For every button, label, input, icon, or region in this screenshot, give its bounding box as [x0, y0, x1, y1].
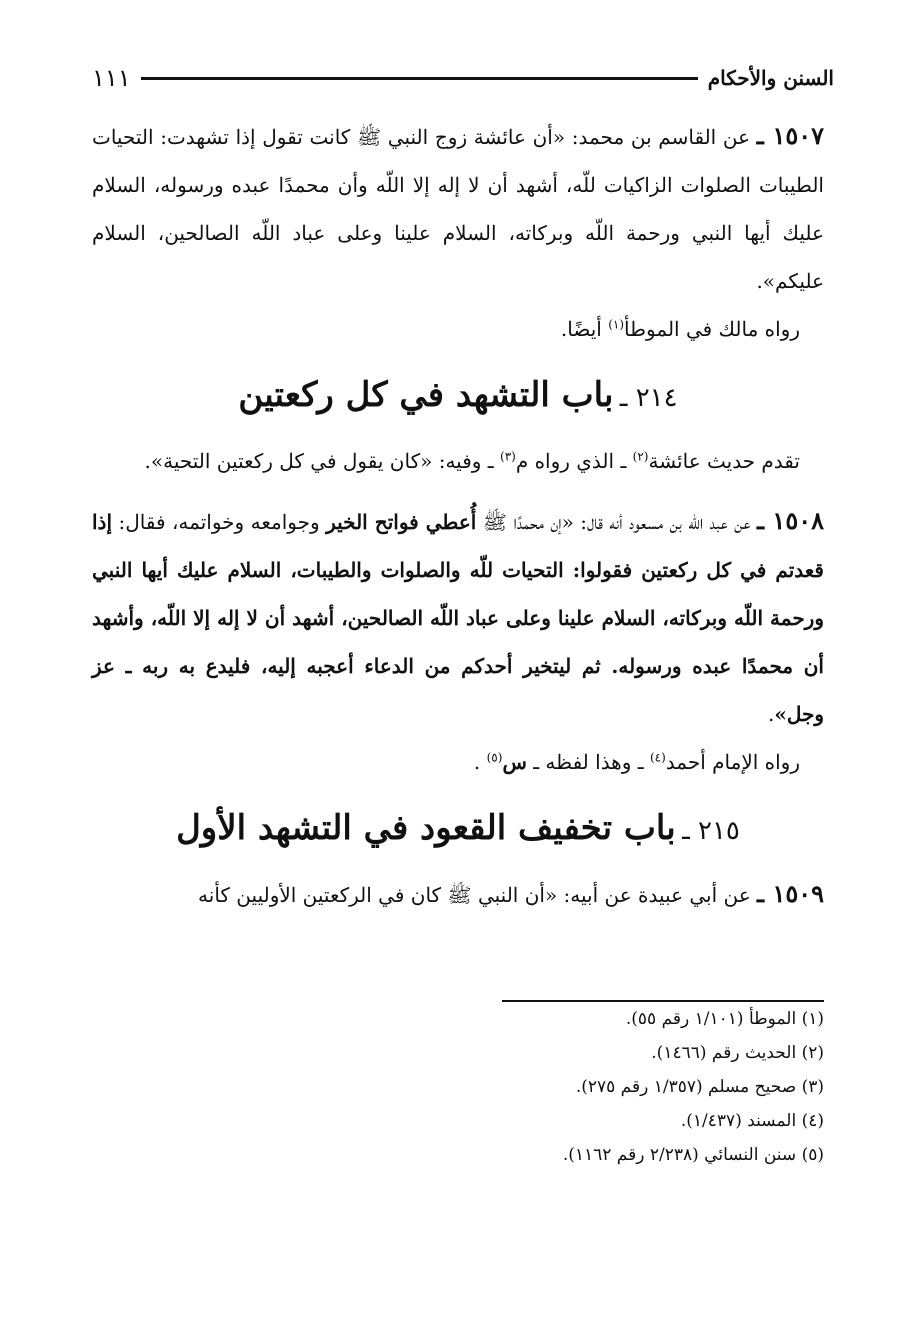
hadith-1507: [92, 112, 824, 305]
chapter-214-heading: [92, 367, 824, 427]
hadith-text: عن أبي عبيدة عن أبيه: «أن النبي ﷺ كان في الركعتين الأوليين كأنه: [198, 883, 751, 907]
hadith-text: عن عبد اللّه بن مسعود أنه قال: «إن محمدًا ﷺ: [476, 510, 751, 534]
hadith-1508: [92, 497, 824, 738]
hadith-text: .: [767, 702, 775, 726]
chapter-215-heading: [92, 800, 824, 860]
spacer: [92, 485, 824, 497]
source-text: رواه مالك في الموطأ: [624, 317, 800, 341]
hadith-1508-source: [92, 738, 824, 786]
running-title: السنن والأحكام: [707, 66, 834, 90]
source-text-end: أيضًا.: [560, 317, 609, 341]
footnote-ref-5[interactable]: (٥): [486, 750, 503, 765]
text-part: ـ وفيه: «كان يقول في كل ركعتين التحية».: [144, 449, 500, 473]
hadith-number: ١٥٠٧ ـ: [756, 121, 824, 150]
text-part: تقدم حديث عائشة: [648, 449, 800, 473]
source-symbol: س: [502, 750, 527, 774]
hadith-text: عن القاسم بن محمد: «أن عائشة زوج النبي ﷺ كانت تقول إذا تشهدت: التحيات الطيبات الصلوات الزاكيات للّه، أشهد أن لا إله إلا اللّه وأن محمدًا عبده ورسوله، السلام عليك أيها النبي ورحمة اللّه وبركاته، السلام علينا وعلى عباد اللّه الصالحين، السلام عليكم».: [92, 125, 824, 293]
footnote-ref-2[interactable]: (٢): [632, 449, 649, 464]
footnote-3: (٣) صحيح مسلم (١/٣٥٧ رقم ٢٧٥).: [575, 1077, 824, 1097]
footnote-2: (٢) الحديث رقم (١٤٦٦).: [651, 1043, 824, 1063]
hadith-bold-text: إذا قعدتم في كل ركعتين فقولوا: التحيات للّه والصلوات والطيبات، السلام عليك أيها النبي ورحمة اللّه وبركاته، السلام علينا وعلى عباد اللّه الصالحين، أشهد أن لا إله إلا اللّه، وأشهد أن محمدًا عبده ورسوله. ثم ليتخير أحدكم من الدعاء أعجبه إليه، فليدع به ربه ـ عز وجل»: [92, 510, 824, 726]
hadith-text: وجوامعه وخواتمه، فقال:: [112, 510, 327, 534]
hadith-1509: [92, 870, 824, 919]
chapter-214-text: [92, 437, 824, 485]
hadith-number: ١٥٠٨ ـ: [756, 506, 824, 535]
source-text-end: .: [473, 750, 487, 774]
footnote-ref-3[interactable]: (٣): [500, 449, 516, 464]
hadith-number: ١٥٠٩ ـ: [757, 879, 824, 908]
chapter-number: ٢١٤ ـ: [619, 383, 678, 413]
hadith-bold-text: أُعطي فواتح الخير: [326, 510, 477, 534]
footnote-ref-1[interactable]: (١): [608, 317, 625, 332]
chapter-title: باب التشهد في كل ركعتين: [238, 375, 614, 415]
hadith-1507-source: [92, 305, 824, 353]
footnote-1: (١) الموطأ (١/١٠١ رقم ٥٥).: [625, 1009, 824, 1029]
footnotes-section: [92, 1000, 824, 1172]
header-rule: [141, 77, 698, 80]
page-number: ١١١: [92, 64, 131, 92]
chapter-number: ٢١٥ ـ: [682, 816, 740, 846]
footnote-4: (٤) المسند (١/٤٣٧).: [680, 1111, 824, 1131]
source-text: رواه الإمام أحمد: [665, 750, 800, 774]
source-text: ـ وهذا لفظه ـ: [526, 750, 650, 774]
footnote-ref-4[interactable]: (٤): [649, 750, 666, 765]
text-part: ـ الذي رواه م: [515, 449, 633, 473]
chapter-title: باب تخفيف القعود في التشهد الأول: [176, 808, 676, 848]
page-body: [92, 112, 824, 919]
page-header: [92, 58, 834, 98]
footnote-5: (٥) سنن النسائي (٢/٢٣٨ رقم ١١٦٢).: [562, 1145, 824, 1165]
